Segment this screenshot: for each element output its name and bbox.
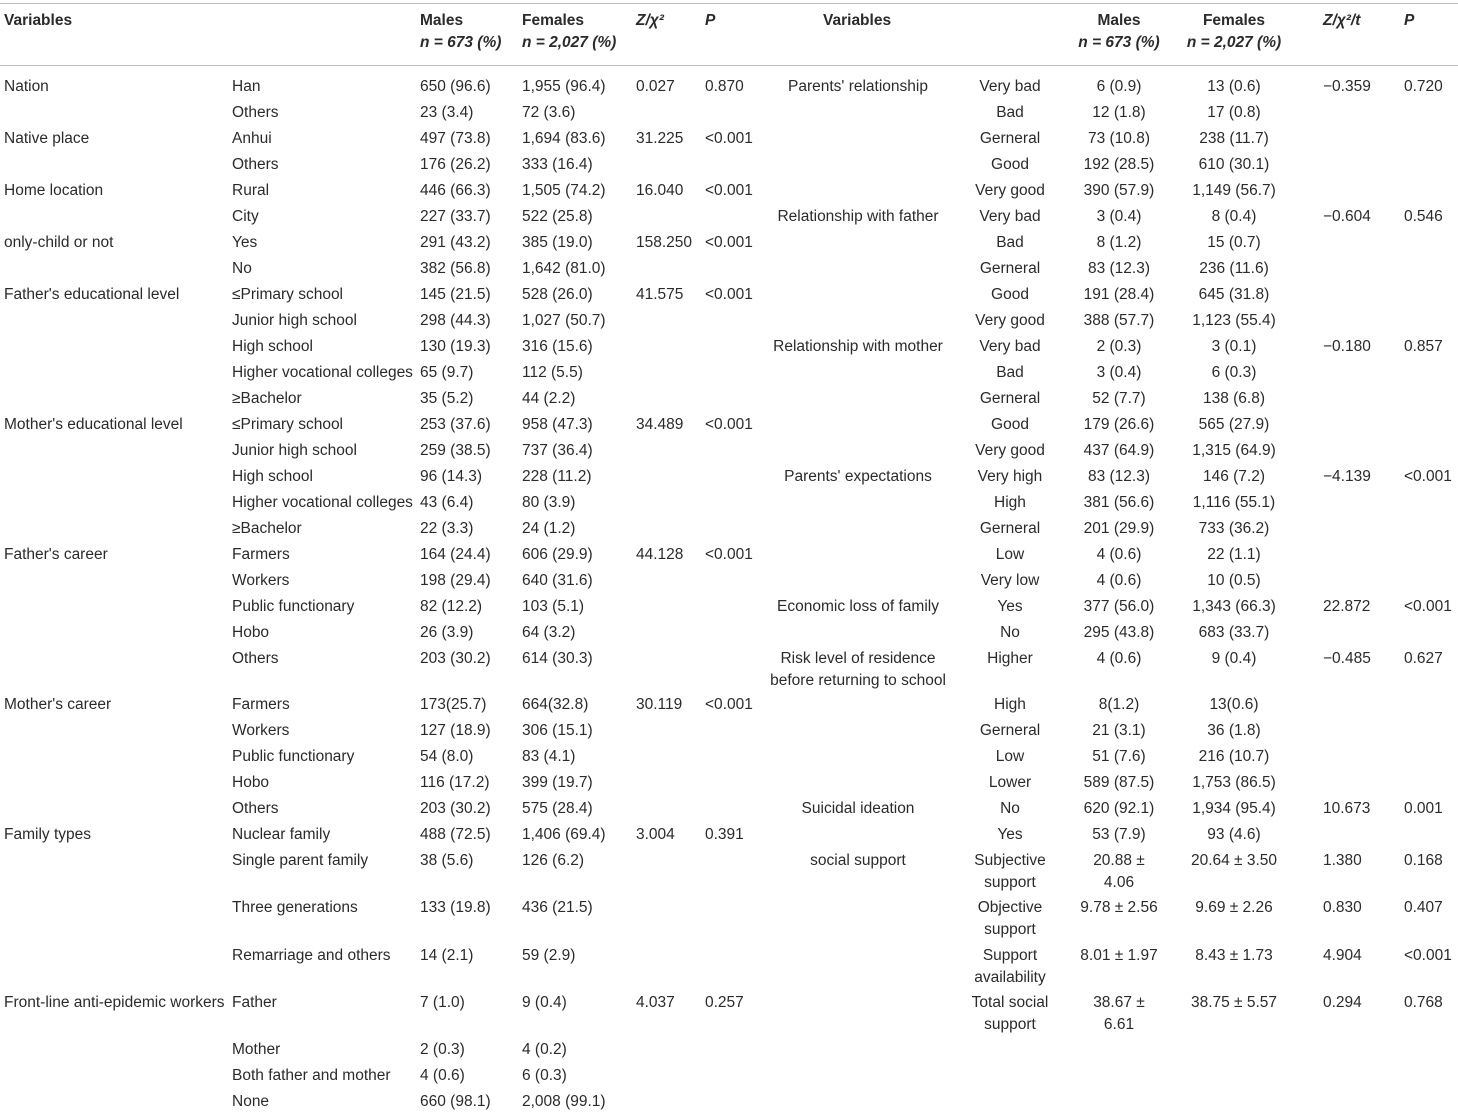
header-p-right: P	[1404, 12, 1415, 29]
row-variable: Economic loss of family	[777, 598, 939, 615]
row-males-value: 7 (1.0)	[420, 994, 465, 1011]
row-males-value-line2: 4.06	[1103, 874, 1135, 891]
row-males-value: 377 (56.0)	[1083, 598, 1155, 615]
row-females-value: 1,123 (55.4)	[1192, 312, 1276, 329]
row-males-value: 35 (5.2)	[420, 390, 474, 407]
row-statistic: 10.673	[1323, 800, 1371, 817]
row-variable: Parents' relationship	[788, 78, 928, 95]
row-males-value: 20.88 ±	[1093, 852, 1145, 869]
row-category: Both father and mother	[232, 1067, 391, 1084]
row-females-value: 44 (2.2)	[522, 390, 576, 407]
row-males-value: 26 (3.9)	[420, 624, 474, 641]
row-females-value: 1,694 (83.6)	[522, 130, 606, 147]
header-females-left: Females	[522, 12, 585, 29]
row-variable: Home location	[4, 182, 104, 199]
row-males-value: 3 (0.4)	[1096, 208, 1142, 225]
row-statistic: 44.128	[636, 546, 684, 563]
row-males-value: 145 (21.5)	[420, 286, 491, 303]
row-females-value: 93 (4.6)	[1207, 826, 1261, 843]
row-category: Hobo	[232, 624, 270, 641]
row-males-value: 4 (0.6)	[1096, 572, 1142, 589]
row-p-value: 0.627	[1404, 650, 1443, 667]
row-females-value: 606 (29.9)	[522, 546, 593, 563]
row-males-value: 388 (57.7)	[1083, 312, 1155, 329]
row-males-value: 14 (2.1)	[420, 947, 474, 964]
row-category: Good	[991, 416, 1029, 433]
row-males-value: 22 (3.3)	[420, 520, 474, 537]
row-category: Very low	[980, 572, 1040, 589]
row-variable: Relationship with father	[777, 208, 939, 225]
row-females-value: 1,315 (64.9)	[1192, 442, 1276, 459]
row-statistic: 0.294	[1323, 994, 1362, 1011]
row-females-value: 1,955 (96.4)	[522, 78, 606, 95]
row-males-value: 52 (7.7)	[1092, 390, 1146, 407]
row-females-value: 83 (4.1)	[522, 748, 576, 765]
row-males-value: 96 (14.3)	[420, 468, 483, 485]
row-males-value: 192 (28.5)	[1083, 156, 1155, 173]
row-females-value: 20.64 ± 3.50	[1190, 852, 1278, 869]
row-females-value: 333 (16.4)	[522, 156, 593, 173]
row-statistic: 31.225	[636, 130, 684, 147]
row-males-value: 127 (18.9)	[420, 722, 491, 739]
row-variable: Native place	[4, 130, 90, 147]
row-males-value: 73 (10.8)	[1087, 130, 1151, 147]
row-category: Yes	[997, 826, 1023, 843]
row-category: Junior high school	[232, 442, 357, 459]
row-females-value: 528 (26.0)	[522, 286, 593, 303]
row-females-value: 316 (15.6)	[522, 338, 593, 355]
row-category: Subjective	[974, 852, 1046, 869]
row-category: None	[232, 1093, 270, 1110]
row-females-value: 59 (2.9)	[522, 947, 576, 964]
row-category: Workers	[232, 722, 290, 739]
header-stat-right: Z/χ²/t	[1323, 12, 1361, 29]
row-category: No	[232, 260, 252, 277]
row-category: Public functionary	[232, 748, 355, 765]
row-statistic: −0.485	[1323, 650, 1371, 667]
row-category: Bad	[996, 364, 1024, 381]
row-category: Low	[995, 748, 1025, 765]
row-category: Father	[232, 994, 277, 1011]
row-females-value: 664(32.8)	[522, 696, 589, 713]
row-females-value: 1,343 (66.3)	[1192, 598, 1276, 615]
header-males-n-right: n = 673 (%)	[1078, 34, 1160, 51]
row-category: Nuclear family	[232, 826, 331, 843]
row-females-value: 24 (1.2)	[522, 520, 576, 537]
row-category: Others	[232, 156, 279, 173]
row-category: High	[994, 494, 1026, 511]
row-category: Gerneral	[979, 722, 1041, 739]
row-statistic: 1.380	[1323, 852, 1362, 869]
row-females-value: 436 (21.5)	[522, 899, 593, 916]
header-females-n-left: n = 2,027 (%)	[522, 34, 617, 51]
row-category: Very good	[975, 442, 1045, 459]
row-females-value: 565 (27.9)	[1198, 416, 1270, 433]
row-males-value: 291 (43.2)	[420, 234, 491, 251]
row-females-value: 38.75 ± 5.57	[1190, 994, 1278, 1011]
row-males-value: 4 (0.6)	[420, 1067, 465, 1084]
row-females-value: 13(0.6)	[1209, 696, 1259, 713]
row-category: No	[1000, 624, 1020, 641]
row-females-value: 146 (7.2)	[1202, 468, 1266, 485]
row-males-value: 298 (44.3)	[420, 312, 491, 329]
row-males-value: 82 (12.2)	[420, 598, 483, 615]
row-p-value: 0.407	[1404, 899, 1443, 916]
row-variable: Nation	[4, 78, 49, 95]
row-males-value: 173(25.7)	[420, 696, 487, 713]
row-statistic: −0.180	[1323, 338, 1371, 355]
row-statistic: 0.027	[636, 78, 675, 95]
row-males-value: 191 (28.4)	[1083, 286, 1155, 303]
row-p-value: <0.001	[705, 234, 753, 251]
row-variable: Parents' expectations	[784, 468, 932, 485]
row-females-value: 72 (3.6)	[522, 104, 576, 121]
row-category: Good	[991, 156, 1029, 173]
row-males-value: 83 (12.3)	[1087, 468, 1151, 485]
row-females-value: 1,642 (81.0)	[522, 260, 606, 277]
row-males-value: 12 (1.8)	[1092, 104, 1146, 121]
row-females-value: 522 (25.8)	[522, 208, 593, 225]
row-females-value: 1,934 (95.4)	[1192, 800, 1276, 817]
row-females-value: 10 (0.5)	[1207, 572, 1261, 589]
row-category: Farmers	[232, 546, 290, 563]
row-p-value: 0.857	[1404, 338, 1443, 355]
row-category-line2: support	[984, 874, 1036, 891]
row-p-value: <0.001	[705, 416, 753, 433]
header-males-n-left: n = 673 (%)	[420, 34, 502, 51]
row-males-value: 179 (26.6)	[1083, 416, 1155, 433]
row-females-value: 1,505 (74.2)	[522, 182, 606, 199]
row-males-value: 38 (5.6)	[420, 852, 474, 869]
row-males-value: 650 (96.6)	[420, 78, 491, 95]
row-males-value: 203 (30.2)	[420, 800, 491, 817]
row-category: Very high	[977, 468, 1043, 485]
row-males-value: 116 (17.2)	[420, 774, 490, 791]
row-males-value: 203 (30.2)	[420, 650, 491, 667]
row-category: Gerneral	[979, 130, 1041, 147]
row-statistic: 41.575	[636, 286, 684, 303]
row-p-value: 0.001	[1404, 800, 1443, 817]
row-p-value: <0.001	[705, 182, 753, 199]
row-variable: Father's career	[4, 546, 108, 563]
row-statistic: 30.119	[636, 696, 683, 713]
header-stat-left: Z/χ²	[636, 12, 664, 29]
row-category: Yes	[232, 234, 258, 251]
row-males-value: 446 (66.3)	[420, 182, 491, 199]
row-variable: only-child or not	[4, 234, 114, 251]
row-males-value: 51 (7.6)	[1092, 748, 1146, 765]
row-category: City	[232, 208, 259, 225]
row-category-line2: support	[984, 1016, 1036, 1033]
row-males-value: 198 (29.4)	[420, 572, 491, 589]
row-category: Objective	[977, 899, 1043, 916]
row-males-value: 23 (3.4)	[420, 104, 474, 121]
row-variable: Suicidal ideation	[801, 800, 915, 817]
row-category: Higher vocational colleges	[232, 364, 413, 381]
row-category: Gerneral	[979, 390, 1041, 407]
row-males-value: 620 (92.1)	[1083, 800, 1155, 817]
row-category: Very good	[975, 182, 1045, 199]
row-variable: Relationship with mother	[773, 338, 943, 355]
header-males-left: Males	[420, 12, 464, 29]
row-males-value: 2 (0.3)	[1096, 338, 1142, 355]
row-category: Single parent family	[232, 852, 369, 869]
row-category: Remarriage and others	[232, 947, 391, 964]
row-p-value: 0.168	[1404, 852, 1443, 869]
header-variables-left: Variables	[4, 12, 73, 29]
row-statistic: 158.250	[636, 234, 693, 251]
row-males-value: 227 (33.7)	[420, 208, 491, 225]
row-males-value: 437 (64.9)	[1083, 442, 1155, 459]
row-females-value: 3 (0.1)	[1211, 338, 1257, 355]
row-females-value: 733 (36.2)	[1198, 520, 1270, 537]
row-category: High	[994, 696, 1026, 713]
row-category: Lower	[988, 774, 1032, 791]
row-females-value: 15 (0.7)	[1207, 234, 1261, 251]
row-statistic: 22.872	[1323, 598, 1371, 615]
row-p-value: <0.001	[705, 286, 753, 303]
row-category: ≥Bachelor	[232, 520, 302, 537]
row-variable: Front-line anti-epidemic workers	[4, 994, 225, 1011]
row-males-value: 133 (19.8)	[420, 899, 491, 916]
row-category: Gerneral	[979, 260, 1041, 277]
row-variable: Mother's educational level	[4, 416, 183, 433]
row-females-value: 112 (5.5)	[522, 364, 583, 381]
header-variables-right: Variables	[823, 12, 892, 29]
row-p-value: 0.720	[1404, 78, 1443, 95]
row-males-value: 381 (56.6)	[1083, 494, 1155, 511]
row-category-line2: availability	[974, 969, 1046, 986]
row-males-value: 259 (38.5)	[420, 442, 491, 459]
row-category: Hobo	[232, 774, 270, 791]
row-p-value: <0.001	[705, 696, 753, 713]
row-p-value: <0.001	[1404, 598, 1452, 615]
row-p-value: 0.768	[1404, 994, 1443, 1011]
row-females-value: 958 (47.3)	[522, 416, 593, 433]
row-females-value: 306 (15.1)	[522, 722, 593, 739]
row-statistic: 3.004	[636, 826, 675, 843]
row-males-value: 3 (0.4)	[1096, 364, 1142, 381]
header-p-left: P	[705, 12, 716, 29]
row-variable: Father's educational level	[4, 286, 180, 303]
row-females-value: 80 (3.9)	[522, 494, 576, 511]
row-females-value: 17 (0.8)	[1207, 104, 1261, 121]
header-females-n-right: n = 2,027 (%)	[1186, 34, 1282, 51]
row-p-value: 0.391	[705, 826, 744, 843]
row-p-value: 0.870	[705, 78, 744, 95]
row-statistic: 16.040	[636, 182, 684, 199]
row-p-value: 0.257	[705, 994, 744, 1011]
row-category: Support	[982, 947, 1038, 964]
row-variable: Risk level of residence	[780, 650, 936, 667]
row-females-value: 228 (11.2)	[522, 468, 592, 485]
row-statistic: 4.904	[1323, 947, 1362, 964]
row-females-value: 64 (3.2)	[522, 624, 576, 641]
table-top-rule	[0, 3, 1458, 4]
row-males-value: 21 (3.1)	[1092, 722, 1146, 739]
row-males-value: 54 (8.0)	[420, 748, 474, 765]
row-category: Han	[232, 78, 261, 95]
row-variable-line2: before returning to school	[770, 672, 946, 689]
row-variable: social support	[810, 852, 906, 869]
row-category: Very bad	[979, 208, 1041, 225]
row-category: Three generations	[232, 899, 358, 916]
row-females-value: 8.43 ± 1.73	[1195, 947, 1273, 964]
row-category: Farmers	[232, 696, 290, 713]
row-category: High school	[232, 338, 313, 355]
row-females-value: 575 (28.4)	[522, 800, 593, 817]
row-females-value: 399 (19.7)	[522, 774, 593, 791]
row-males-value: 38.67 ±	[1093, 994, 1145, 1011]
row-males-value: 4 (0.6)	[1096, 650, 1142, 667]
row-category: Gerneral	[979, 520, 1041, 537]
row-females-value: 8 (0.4)	[1211, 208, 1257, 225]
row-females-value: 4 (0.2)	[522, 1041, 567, 1058]
row-category: Yes	[997, 598, 1023, 615]
row-p-value: <0.001	[1404, 947, 1452, 964]
row-males-value: 130 (19.3)	[420, 338, 491, 355]
row-males-value: 83 (12.3)	[1087, 260, 1151, 277]
row-males-value: 65 (9.7)	[420, 364, 474, 381]
row-males-value: 8.01 ± 1.97	[1080, 947, 1158, 964]
row-males-value: 53 (7.9)	[1092, 826, 1146, 843]
row-females-value: 236 (11.6)	[1199, 260, 1269, 277]
row-p-value: <0.001	[705, 546, 753, 563]
row-females-value: 13 (0.6)	[1207, 78, 1261, 95]
row-category: Very bad	[979, 338, 1041, 355]
row-females-value: 640 (31.6)	[522, 572, 593, 589]
row-statistic: −0.359	[1323, 78, 1371, 95]
row-females-value: 610 (30.1)	[1198, 156, 1270, 173]
row-males-value: 589 (87.5)	[1083, 774, 1155, 791]
row-statistic: −0.604	[1323, 208, 1371, 225]
row-males-value: 176 (26.2)	[420, 156, 491, 173]
row-females-value: 9 (0.4)	[522, 994, 567, 1011]
row-category: ≥Bachelor	[232, 390, 302, 407]
row-category: Higher	[987, 650, 1033, 667]
row-females-value: 6 (0.3)	[522, 1067, 567, 1084]
row-females-value: 126 (6.2)	[522, 852, 585, 869]
row-category: Bad	[996, 104, 1024, 121]
row-males-value: 8(1.2)	[1098, 696, 1140, 713]
row-females-value: 385 (19.0)	[522, 234, 593, 251]
row-females-value: 1,149 (56.7)	[1192, 182, 1276, 199]
row-variable: Mother's career	[4, 696, 112, 713]
row-males-value: 660 (98.1)	[420, 1093, 491, 1110]
row-males-value: 164 (24.4)	[420, 546, 491, 563]
row-category: Junior high school	[232, 312, 357, 329]
row-females-value: 6 (0.3)	[1211, 364, 1257, 381]
row-males-value: 8 (1.2)	[1096, 234, 1142, 251]
row-males-value: 9.78 ± 2.56	[1080, 899, 1158, 916]
row-p-value: <0.001	[1404, 468, 1452, 485]
row-females-value: 1,753 (86.5)	[1192, 774, 1276, 791]
row-category: Mother	[232, 1041, 281, 1058]
row-category: Others	[232, 104, 279, 121]
row-females-value: 1,406 (69.4)	[522, 826, 606, 843]
row-category: Rural	[232, 182, 270, 199]
row-females-value: 645 (31.8)	[1198, 286, 1270, 303]
row-category: ≤Primary school	[232, 416, 344, 433]
row-category: Workers	[232, 572, 290, 589]
row-males-value: 253 (37.6)	[420, 416, 491, 433]
row-females-value: 216 (10.7)	[1198, 748, 1270, 765]
row-males-value: 488 (72.5)	[420, 826, 491, 843]
row-females-value: 737 (36.4)	[522, 442, 593, 459]
row-females-value: 2,008 (99.1)	[522, 1093, 606, 1110]
row-category: High school	[232, 468, 313, 485]
row-males-value: 497 (73.8)	[420, 130, 491, 147]
row-category: Very good	[975, 312, 1045, 329]
row-females-value: 36 (1.8)	[1207, 722, 1261, 739]
row-females-value: 1,027 (50.7)	[522, 312, 606, 329]
table-header-rule	[0, 65, 1458, 66]
row-category-line2: support	[984, 921, 1036, 938]
row-category: Anhui	[232, 130, 272, 147]
row-statistic: −4.139	[1323, 468, 1371, 485]
row-males-value: 2 (0.3)	[420, 1041, 465, 1058]
row-males-value: 201 (29.9)	[1083, 520, 1155, 537]
row-category: ≤Primary school	[232, 286, 344, 303]
row-females-value: 22 (1.1)	[1207, 546, 1261, 563]
row-category: Low	[995, 546, 1025, 563]
row-variable: Family types	[4, 826, 91, 843]
row-category: Others	[232, 650, 279, 667]
header-males-right: Males	[1097, 12, 1141, 29]
row-statistic: 4.037	[636, 994, 675, 1011]
row-males-value: 43 (6.4)	[420, 494, 474, 511]
row-females-value: 138 (6.8)	[1202, 390, 1266, 407]
row-p-value: 0.546	[1404, 208, 1443, 225]
row-females-value: 683 (33.7)	[1198, 624, 1270, 641]
row-category: Total social	[971, 994, 1049, 1011]
row-females-value: 238 (11.7)	[1199, 130, 1269, 147]
row-category: Good	[991, 286, 1029, 303]
row-males-value: 4 (0.6)	[1096, 546, 1142, 563]
row-females-value: 9 (0.4)	[1211, 650, 1257, 667]
row-females-value: 614 (30.3)	[522, 650, 593, 667]
row-category: No	[1000, 800, 1020, 817]
row-category: Bad	[996, 234, 1024, 251]
header-females-right: Females	[1202, 12, 1266, 29]
row-category: Higher vocational colleges	[232, 494, 413, 511]
row-males-value: 6 (0.9)	[1096, 78, 1142, 95]
row-p-value: <0.001	[705, 130, 753, 147]
row-category: Very bad	[979, 78, 1041, 95]
row-males-value: 295 (43.8)	[1083, 624, 1155, 641]
row-males-value: 382 (56.8)	[420, 260, 491, 277]
row-statistic: 0.830	[1323, 899, 1362, 916]
row-females-value: 9.69 ± 2.26	[1195, 899, 1273, 916]
row-females-value: 103 (5.1)	[522, 598, 585, 615]
row-category: Public functionary	[232, 598, 355, 615]
row-statistic: 34.489	[636, 416, 684, 433]
row-males-value-line2: 6.61	[1103, 1016, 1135, 1033]
row-females-value: 1,116 (55.1)	[1192, 494, 1276, 511]
row-males-value: 390 (57.9)	[1083, 182, 1155, 199]
row-category: Others	[232, 800, 279, 817]
